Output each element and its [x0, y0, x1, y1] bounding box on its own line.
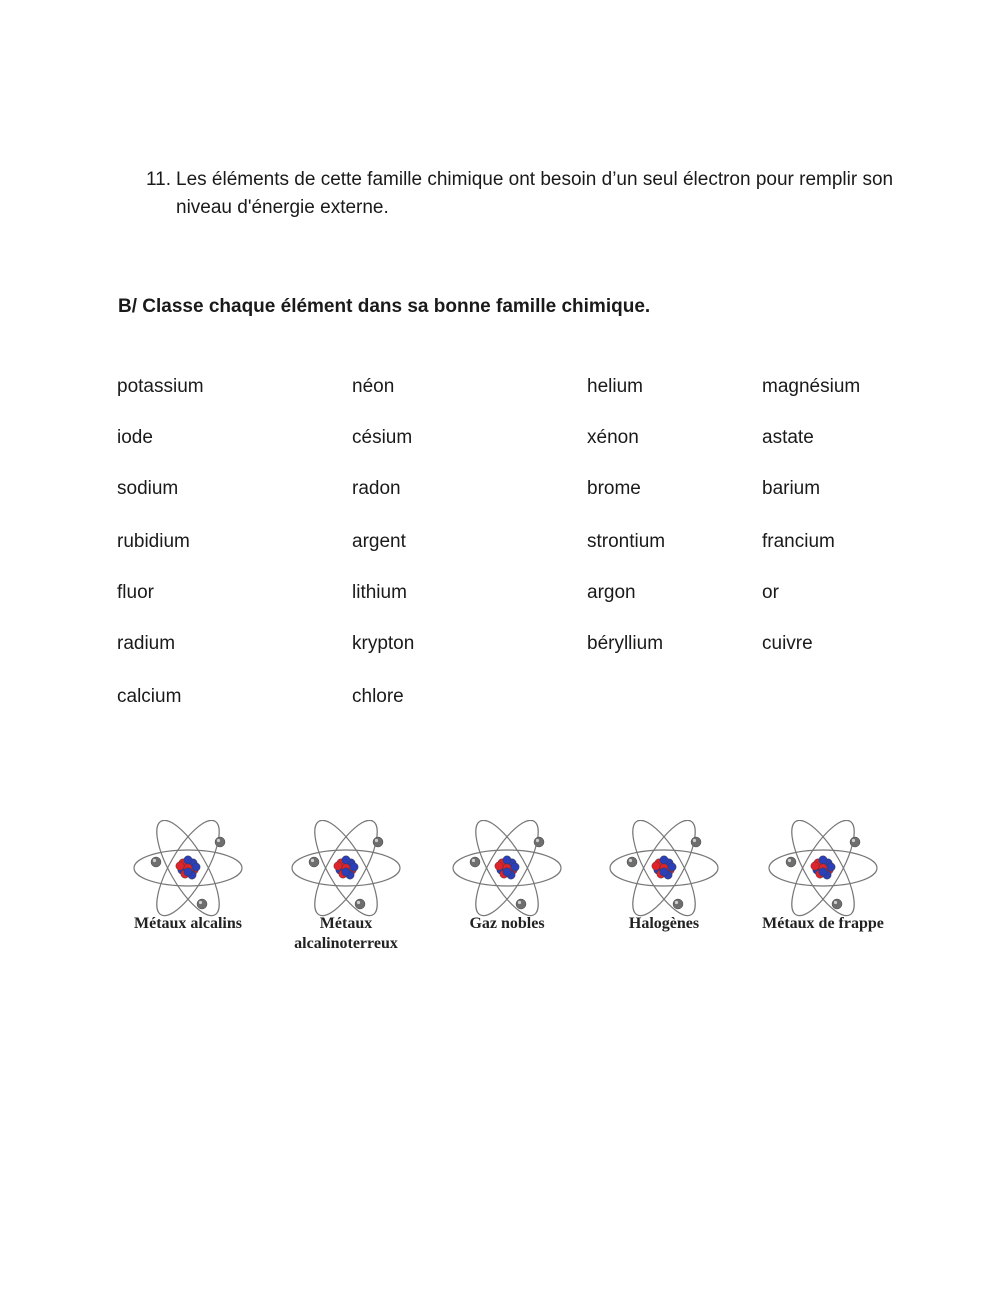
element-word[interactable]: radon — [352, 478, 401, 499]
element-word[interactable]: cuivre — [762, 633, 813, 654]
electron — [215, 837, 225, 847]
neutron — [827, 863, 835, 871]
electron-highlight — [311, 859, 314, 862]
atom-icon — [128, 820, 248, 920]
element-word[interactable]: magnésium — [762, 376, 861, 397]
neutron — [192, 863, 200, 871]
electron — [627, 857, 637, 867]
electron — [832, 899, 842, 909]
element-word[interactable]: xénon — [587, 427, 639, 448]
element-word[interactable]: béryllium — [587, 633, 664, 654]
neutron — [184, 868, 192, 876]
neutron — [342, 856, 350, 864]
electron-highlight — [472, 859, 475, 862]
electron-highlight — [629, 859, 632, 862]
neutron — [668, 863, 676, 871]
element-word[interactable]: potassium — [117, 376, 204, 397]
family-zone-halogenes[interactable] — [584, 820, 744, 934]
electron-highlight — [834, 901, 837, 904]
neutron — [342, 868, 350, 876]
element-word[interactable]: strontium — [587, 531, 666, 552]
element-word[interactable]: néon — [352, 376, 395, 397]
neutron — [660, 856, 668, 864]
element-word[interactable]: iode — [117, 427, 153, 448]
element-word[interactable]: krypton — [352, 633, 415, 654]
neutron — [819, 868, 827, 876]
element-word[interactable]: rubidium — [117, 531, 190, 552]
element-word[interactable]: chlore — [352, 686, 404, 707]
electron-highlight — [693, 839, 696, 842]
element-word[interactable]: brome — [587, 478, 641, 499]
question-text: Les éléments de cette famille chimique ont besoin d’un seul électron pour remplir son niveau d'énergie externe. — [176, 169, 894, 218]
electron — [534, 837, 544, 847]
family-zone-metaux-de-frappe[interactable] — [743, 820, 903, 934]
electron-highlight — [788, 859, 791, 862]
proton — [176, 862, 184, 870]
neutron — [819, 856, 827, 864]
electron — [197, 899, 207, 909]
electron-highlight — [675, 901, 678, 904]
electron-highlight — [852, 839, 855, 842]
element-word[interactable]: argon — [587, 582, 636, 603]
family-label: Gaz nobles — [469, 915, 545, 932]
electron-highlight — [536, 839, 539, 842]
electron — [151, 857, 161, 867]
proton — [652, 862, 660, 870]
element-word[interactable]: calcium — [117, 686, 182, 707]
neutron — [503, 868, 511, 876]
family-zone-gaz-nobles[interactable] — [427, 820, 587, 934]
proton — [334, 862, 342, 870]
electron-highlight — [518, 901, 521, 904]
family-label: Métaux alcalins — [134, 915, 242, 932]
proton — [495, 862, 503, 870]
atom-icon — [763, 820, 883, 920]
atom-icon — [604, 820, 724, 920]
element-word[interactable]: lithium — [352, 582, 407, 603]
atom-icon — [447, 820, 567, 920]
question-11 — [146, 166, 906, 222]
electron — [786, 857, 796, 867]
neutron — [511, 863, 519, 871]
electron — [691, 837, 701, 847]
atom-icon — [286, 820, 406, 920]
family-label: Métaux de frappe — [762, 915, 884, 932]
element-word[interactable]: fluor — [117, 582, 154, 603]
family-label: Métaux alcalinoterreux — [294, 915, 398, 952]
element-word[interactable]: helium — [587, 376, 643, 397]
electron — [355, 899, 365, 909]
electron-highlight — [217, 839, 220, 842]
electron-highlight — [199, 901, 202, 904]
electron — [516, 899, 526, 909]
family-zone-metaux-alcalinoterreux[interactable] — [266, 820, 426, 954]
proton — [811, 862, 819, 870]
element-word[interactable]: francium — [762, 531, 835, 552]
electron-highlight — [375, 839, 378, 842]
neutron — [660, 868, 668, 876]
element-word[interactable]: sodium — [117, 478, 179, 499]
electron-highlight — [357, 901, 360, 904]
neutron — [184, 856, 192, 864]
element-word[interactable]: or — [762, 582, 779, 603]
section-b-title: B/ Classe chaque élément dans sa bonne famille chimique. — [118, 296, 651, 317]
element-word[interactable]: barium — [762, 478, 821, 499]
electron — [850, 837, 860, 847]
element-word[interactable]: radium — [117, 633, 176, 654]
family-label: Halogènes — [628, 915, 700, 932]
element-word[interactable]: césium — [352, 427, 413, 448]
neutron — [503, 856, 511, 864]
element-word[interactable]: argent — [352, 531, 406, 552]
question-number: 11. — [146, 169, 172, 190]
electron — [470, 857, 480, 867]
electron — [373, 837, 383, 847]
electron — [673, 899, 683, 909]
electron — [309, 857, 319, 867]
element-word[interactable]: astate — [762, 427, 814, 448]
electron-highlight — [153, 859, 156, 862]
family-zone-metaux-alcalins[interactable] — [108, 820, 268, 934]
neutron — [350, 863, 358, 871]
